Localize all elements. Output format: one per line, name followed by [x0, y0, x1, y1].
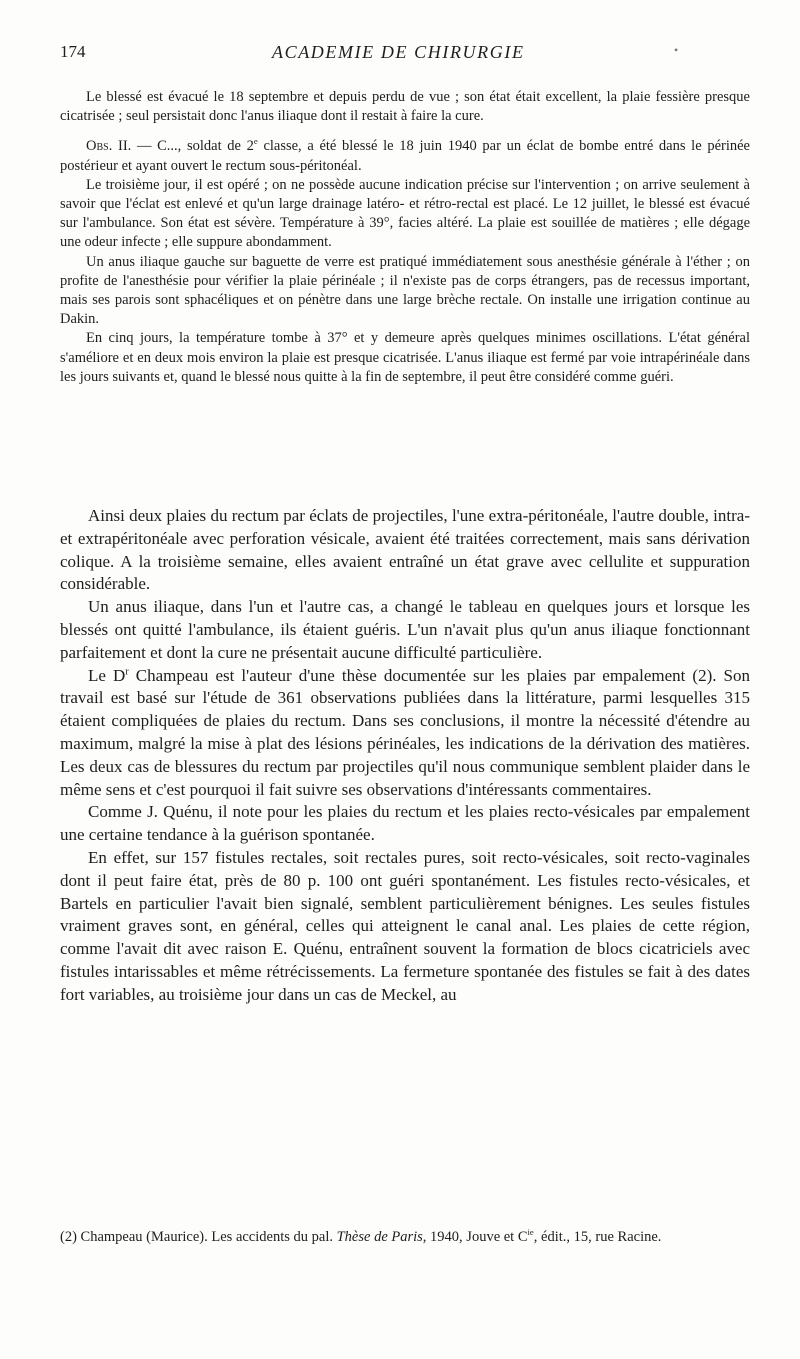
running-title: ACADEMIE DE CHIRURGIE: [272, 42, 525, 62]
obs-ii-superscript: e: [253, 136, 258, 147]
footnote-text-c: , édit., 15, rue Racine.: [533, 1229, 662, 1245]
footnote-text-b: , 1940, Jouve et C: [422, 1229, 528, 1245]
obs-ii-text-a: II. — C..., soldat de 2: [112, 138, 254, 155]
footnote-superscript: ie: [527, 1227, 534, 1238]
paragraph-obs-ii: [60, 137, 750, 175]
page-header: [60, 42, 740, 68]
observation-text: [60, 88, 750, 387]
page-number: 174: [60, 42, 86, 61]
paragraph-evacuation: Le blessé est évacué le 18 septembre et depuis perdu de vue ; son état était excellent, la plaie fessière presque cicatrisée ; seul persistait donc l'anus iliaque dont il restait à faire la cure.: [60, 89, 750, 125]
obs-ii-text-b: classe, a été blessé le 18 juin 1940 par un éclat de bombe entré dans le périnée postérieur et ayant ouvert le rectum sous-péritonéal.: [60, 138, 750, 174]
paragraph-champeau: [60, 665, 750, 802]
paragraph-anus-iliaque: Un anus iliaque gauche sur baguette de verre est pratiqué immédiatement sous anesthésie générale à l'éther ; on profite de l'anesthésie pour vérifier la plaie périnéale ; il n'existe pas de corps étrangers, pas de recessus important, mais ses parois sont sphacéliques et on pénètre dans une large brèche rectale. On installe une irrigation continue au Dakin.: [60, 253, 750, 328]
paragraph-ainsi: Ainsi deux plaies du rectum par éclats de projectiles, l'une extra-péritonéale, l'autre double, intra- et extrapéritonéale avec perforation vésicale, avaient été traitées correctement, mais sans dérivation colique. A la troisième semaine, elles avaient entraîné un état grave avec cellulite et suppuration considérable.: [60, 506, 750, 594]
main-text: [60, 505, 750, 1007]
paragraph-third-day: Le troisième jour, il est opéré ; on ne possède aucune indication précise sur l'intervention ; on arrive seulement à savoir que l'éclat est enlevé et qu'un large drainage latéro- et rétro-rectal est placé. Le 12 juillet, le blessé est évacué sur l'ambulance. Son état est sévère. Température à 39°, facies altéré. La plaie est souillée de matières ; elle dégage une odeur infecte ; elle suppure abondamment.: [60, 176, 750, 251]
champeau-superscript: r: [125, 665, 129, 677]
paragraph-un-anus: Un anus iliaque, dans l'un et l'autre cas, a changé le tableau en quelques jours et lorsque les blessés ont quitté l'ambulance, ils étaient guéris. L'un n'avait plus qu'un anus iliaque fonctionnant parfaitement et dont la cure ne présentait aucune difficulté particulière.: [60, 597, 750, 662]
champeau-text-b: Champeau est l'auteur d'une thèse documentée sur les plaies par empalement (2). Son travail est basé sur l'étude de 361 observations publiées dans la littérature, parmi lesquelles 315 étaient compliquées de plaies du rectum. Dans ses conclusions, il montre la nécessité d'étendre au maximum, malgré la mise à plat des lésions périnéales, les indications de la dérivation des matières. Les deux cas de blessures du rectum par projectiles qu'il nous communique semblent plaider dans le même sens et c'est pourquoi il fait suivre ses observations d'intéressants commentaires.: [60, 665, 750, 799]
paragraph-comme-quenu: Comme J. Quénu, il note pour les plaies du rectum et les plaies recto-vésicales par empalement une certaine tendance à la guérison spontanée.: [60, 802, 750, 845]
footnote-thesis-title: Thèse de Paris: [336, 1229, 423, 1245]
footnote-text-a: (2) Champeau (Maurice). Les accidents du pal.: [60, 1229, 337, 1245]
footnote: [60, 1227, 750, 1247]
paragraph-en-effet: En effet, sur 157 fistules rectales, soit rectales pures, soit recto-vésicales, soit recto-vaginales dont il peut faire état, près de 80 p. 100 ont guéri spontanément. Les fistules recto-vésicales, et Bartels en particulier l'avait bien signalé, semblent particulièrement bénignes. Les seules fistules vraiment graves sont, en général, celles qui atteignent le canal anal. Les plaies de cette région, comme l'avait dit avec raison E. Quénu, entraînent souvent la formation de blocs cicatriciels avec fistules intarissables et même rétrécissements. La fermeture spontanée des fistules se fait à des dates fort variables, au troisième jour dans un cas de Meckel, au: [60, 847, 750, 1004]
obs-label: Obs.: [86, 138, 113, 155]
champeau-text-a: Le D: [88, 665, 126, 685]
paragraph-five-days: En cinq jours, la température tombe à 37° et y demeure après quelques minimes oscillations. L'état général s'améliore et en deux mois environ la plaie est presque cicatrisée. L'anus iliaque est fermé par voie intrapérinéale dans les jours suivants et, quand le blessé nous quitte à la fin de septembre, il peut être considéré comme guéri.: [60, 330, 750, 385]
speck-mark: •: [674, 43, 679, 57]
